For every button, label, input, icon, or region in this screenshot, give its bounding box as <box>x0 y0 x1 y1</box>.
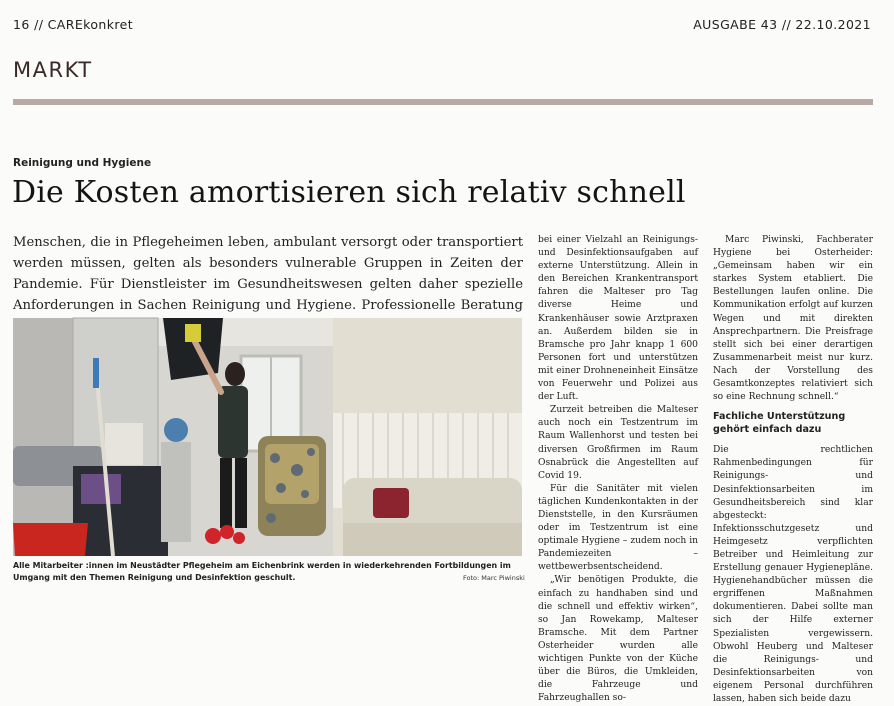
article-column-2 <box>713 234 873 704</box>
paragraph: bei einer Vielzahl an Reinigungs- und Desinfektionsaufgaben auf externe Unterstützung. Allein in den Bereichen Krankentransport fahren die Malteser pro Tag diverse Heime und Krankenhäuser sowie Arztpraxen an. Außerdem bilden sie in Bramsche pro Jahr knapp 1 600 Personen fort und unterstützen mit einer Drohneneinheit Einsätze von Feuerwehr und Polizei aus der Luft. <box>538 235 698 403</box>
paragraph: Zurzeit betreiben die Malteser auch noch ein Testzentrum im Raum Wallenhorst und testen bei diversen Großfirmen im Raum Osnabrück die Angestellten auf Covid 19. <box>538 405 698 481</box>
photo-credit: Foto: Marc Piwinski <box>463 574 525 582</box>
issue-date: AUSGABE 43 // 22.10.2021 <box>693 17 871 32</box>
cleaning-staff-photo <box>13 318 522 556</box>
article-photo <box>13 318 522 556</box>
article-kicker: Reinigung und Hygiene <box>13 157 152 169</box>
article-headline: Die Kosten amortisieren sich relativ schnell <box>12 175 686 210</box>
paragraph: Marc Piwinski, Fachberater Hygiene bei Osterheider: „Gemeinsam haben wir ein starkes System etabliert. Die Bestellungen laufen online. Die Kommunikation erfolgt auf kurzen Wegen und mit direkten Ansprechpartnern. Die Preisfrage stellt sich bei einer derartigen Zusammenarbeit meist nur kurz. Nach der Vorstellung des Gesamtkonzeptes relativiert sich so eine Rechnung schnell.“ <box>713 235 873 403</box>
paragraph: Für die Sanitäter mit vielen täglichen Kundenkontakten in der Dienststelle, in den Kursräumen oder im Testzentrum ist eine optimale Hygiene – zudem noch in Pandemiezeiten – wettbewerbsentscheidend. <box>538 483 698 573</box>
section-title: MARKT <box>13 58 93 82</box>
section-divider <box>13 99 873 105</box>
article-column-1 <box>538 234 698 704</box>
photo-caption: Alle Mitarbeiter :innen im Neustädter Pflegeheim am Eichenbrink werden in wiederkehrenden Fortbildungen im Umgang mit den Themen Reinigung und Desinfektion geschult. <box>13 561 511 582</box>
article-lead: Menschen, die in Pflegeheimen leben, ambulant versorgt oder transportiert werden müssen, gelten als besonders vulnerable Gruppen in Zeiten der Pandemie. Für Dienstleister im Gesundheitswesen gelten daher spezielle Anforderungen in Sachen Reinigung und Hygiene. Professionelle Beratung <box>13 235 523 313</box>
page-number-publication: 16 // CAREkonkret <box>13 17 133 32</box>
article-subheading: Fachliche Unterstützung gehört einfach dazu <box>713 411 846 435</box>
paragraph: „Wir benötigen Produkte, die einfach zu handhaben sind und die schnell und effektiv wirken“, so Jan Rowekamp, Malteser Bramsche. Mit dem Partner Osterheider wurden alle wichtigen Punkte von der Küche über die Büros, die Umkleiden, die Fahrzeuge und Fahrzeughallen so- <box>538 575 698 704</box>
paragraph: Die rechtlichen Rahmenbedingungen für Reinigungs- und Desinfektionsarbeiten im Gesundheitsbereich sind klar abgesteckt: Infektionsschutzgesetz und Heimgesetz verpflichten Betreiber und Heimleitung zur Erstellung genauer Hygienepläne. Hygienehandbücher müssen die ergriffenen Maßnahmen dokumentieren. Dabei sollte man sich der Hilfe externer Spezialisten vergewissern. Obwohl Heuberg und Malteser die Reinigungs- und Desinfektionsarbeiten von eigenem Personal durchführen lassen, haben sich beide dazu <box>713 445 873 704</box>
